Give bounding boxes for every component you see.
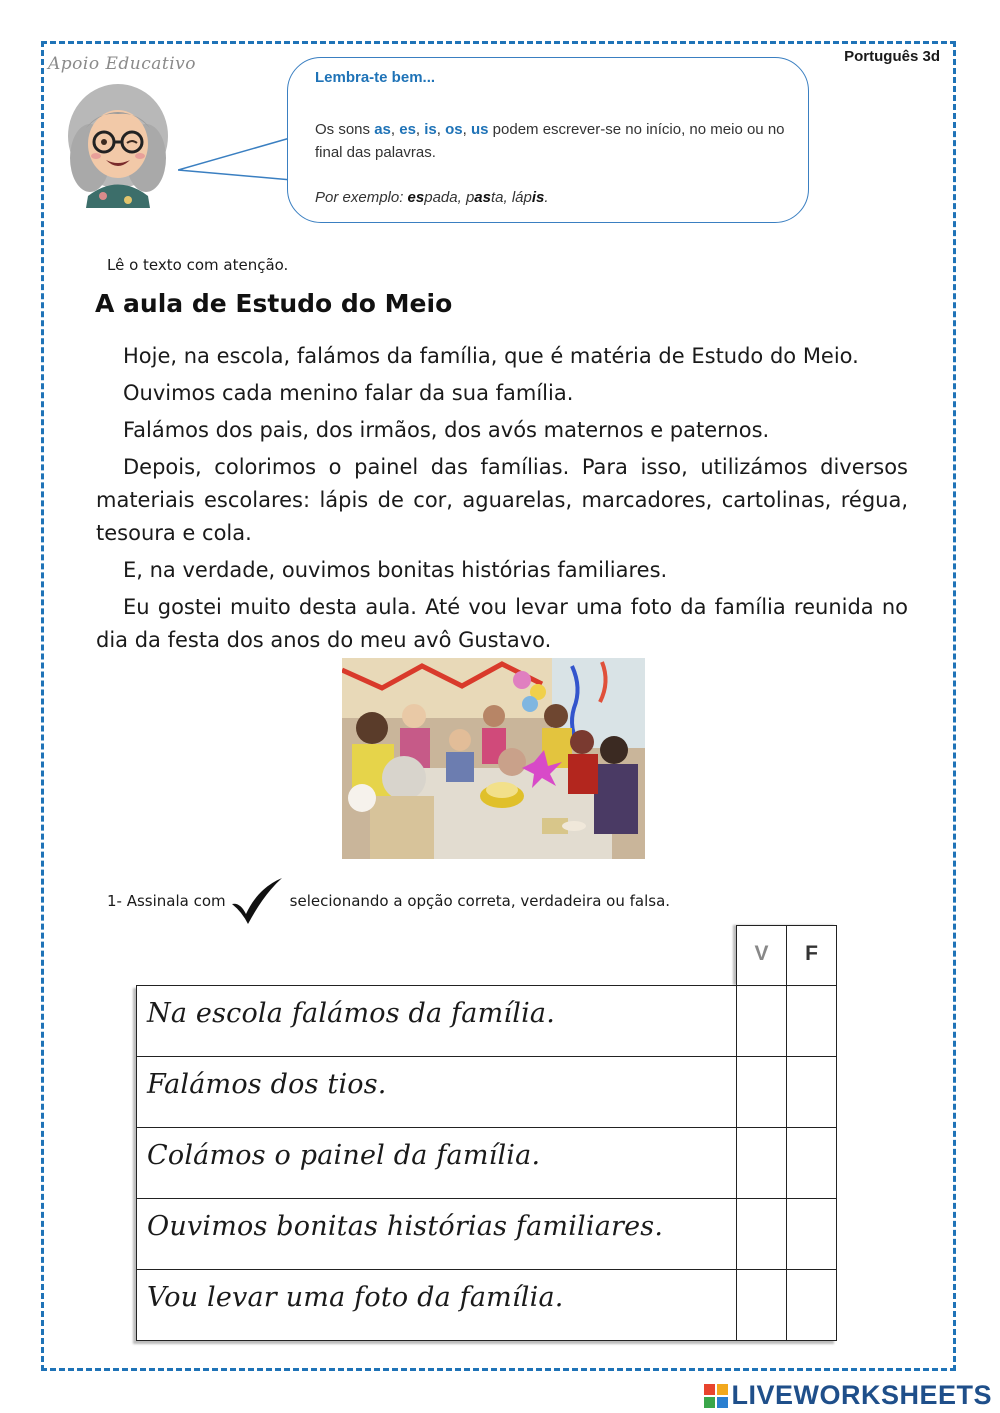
sound-us: us xyxy=(470,121,489,138)
example-2-pre: p xyxy=(465,189,475,206)
bubble-tail xyxy=(178,130,296,190)
example-3-pre: láp xyxy=(511,189,532,206)
story-paragraph: Falámos dos pais, dos irmãos, dos avós maternos e paternos. xyxy=(123,418,770,442)
teacher-avatar xyxy=(58,78,178,208)
sound-as: as xyxy=(374,121,391,138)
answer-false-cell[interactable] xyxy=(786,986,836,1056)
column-true-header: V xyxy=(737,926,787,985)
answer-true-cell[interactable] xyxy=(736,1128,786,1198)
table-row xyxy=(137,1057,836,1128)
story-paragraph: Ouvimos cada menino falar da sua família. xyxy=(123,381,574,405)
true-false-table xyxy=(136,985,837,1341)
story-paragraph: Depois, colorimos o painel das famílias. Para isso, utilizámos diversos materiais escolares: lápis de cor, aguarelas, marcadores, cartolinas, régua, tesoura e cola. xyxy=(96,455,908,545)
column-false-header: F xyxy=(805,942,818,965)
reminder-text: Os sons as, es, is, os, us podem escrever-se no início, no meio ou no final das palavras. xyxy=(315,121,785,161)
story-title: A aula de Estudo do Meio xyxy=(95,289,453,318)
liveworksheets-logo[interactable] xyxy=(704,1380,992,1411)
question-prefix: 1- Assinala com xyxy=(107,892,226,910)
reading-instruction: Lê o texto com atenção. xyxy=(107,256,289,274)
example-3-bold: is xyxy=(531,189,545,206)
example-1-rest: pada xyxy=(424,189,458,206)
answer-true-cell[interactable] xyxy=(736,986,786,1056)
answer-true-cell[interactable] xyxy=(736,1270,786,1341)
question-suffix: selecionando a opção correta, verdadeira ou falsa. xyxy=(289,892,671,910)
sound-es: es xyxy=(399,121,416,138)
liveworksheets-badge-icon xyxy=(704,1384,728,1408)
story-paragraph: Hoje, na escola, falámos da família, que é matéria de Estudo do Meio. xyxy=(123,344,859,368)
statement-text: Colámos o painel da família. xyxy=(147,1140,541,1171)
statement-text: Na escola falámos da família. xyxy=(147,998,555,1029)
story-text xyxy=(96,340,908,661)
reminder-example: Por exemplo: espada, pasta, lápis. xyxy=(315,189,549,206)
answer-false-cell[interactable] xyxy=(786,1199,836,1269)
example-label: Por exemplo: xyxy=(315,189,404,206)
story-paragraph: E, na verdade, ouvimos bonitas histórias familiares. xyxy=(123,558,668,582)
answer-false-cell[interactable] xyxy=(786,1270,836,1341)
sound-os: os xyxy=(445,121,463,138)
answer-false-cell[interactable] xyxy=(786,1057,836,1127)
logo-text: LIVEWORKSHEETS xyxy=(731,1380,992,1410)
example-2-bold: as xyxy=(474,189,491,206)
statement-text: Vou levar uma foto da família. xyxy=(147,1282,564,1313)
sound-is: is xyxy=(424,121,437,138)
table-row xyxy=(137,1270,836,1341)
reminder-suffix: podem escrever-se no início, no meio ou no final das palavras. xyxy=(315,121,785,161)
birthday-party-photo xyxy=(342,658,645,859)
table-row xyxy=(137,1199,836,1270)
statement-text: Falámos dos tios. xyxy=(147,1069,387,1100)
answer-false-cell[interactable] xyxy=(786,1128,836,1198)
subject-label: Português 3d xyxy=(844,48,940,65)
statement-text: Ouvimos bonitas histórias familiares. xyxy=(147,1211,664,1242)
reminder-title: Lembra-te bem... xyxy=(315,69,436,86)
table-row xyxy=(137,1128,836,1199)
reminder-prefix: Os sons xyxy=(315,121,371,138)
question-1 xyxy=(107,876,670,926)
brand-label: Apoio Educativo xyxy=(48,54,196,74)
answer-true-cell[interactable] xyxy=(736,1199,786,1269)
story-paragraph: Eu gostei muito desta aula. Até vou levar uma foto da família reunida no dia da festa dos anos do meu avô Gustavo. xyxy=(96,595,908,652)
true-false-header xyxy=(736,925,837,985)
check-mark-icon xyxy=(230,876,284,926)
table-row xyxy=(137,986,836,1057)
example-2-rest: ta xyxy=(490,189,504,206)
answer-true-cell[interactable] xyxy=(736,1057,786,1127)
reminder-bubble xyxy=(287,57,809,223)
example-1-bold: es xyxy=(407,189,425,206)
